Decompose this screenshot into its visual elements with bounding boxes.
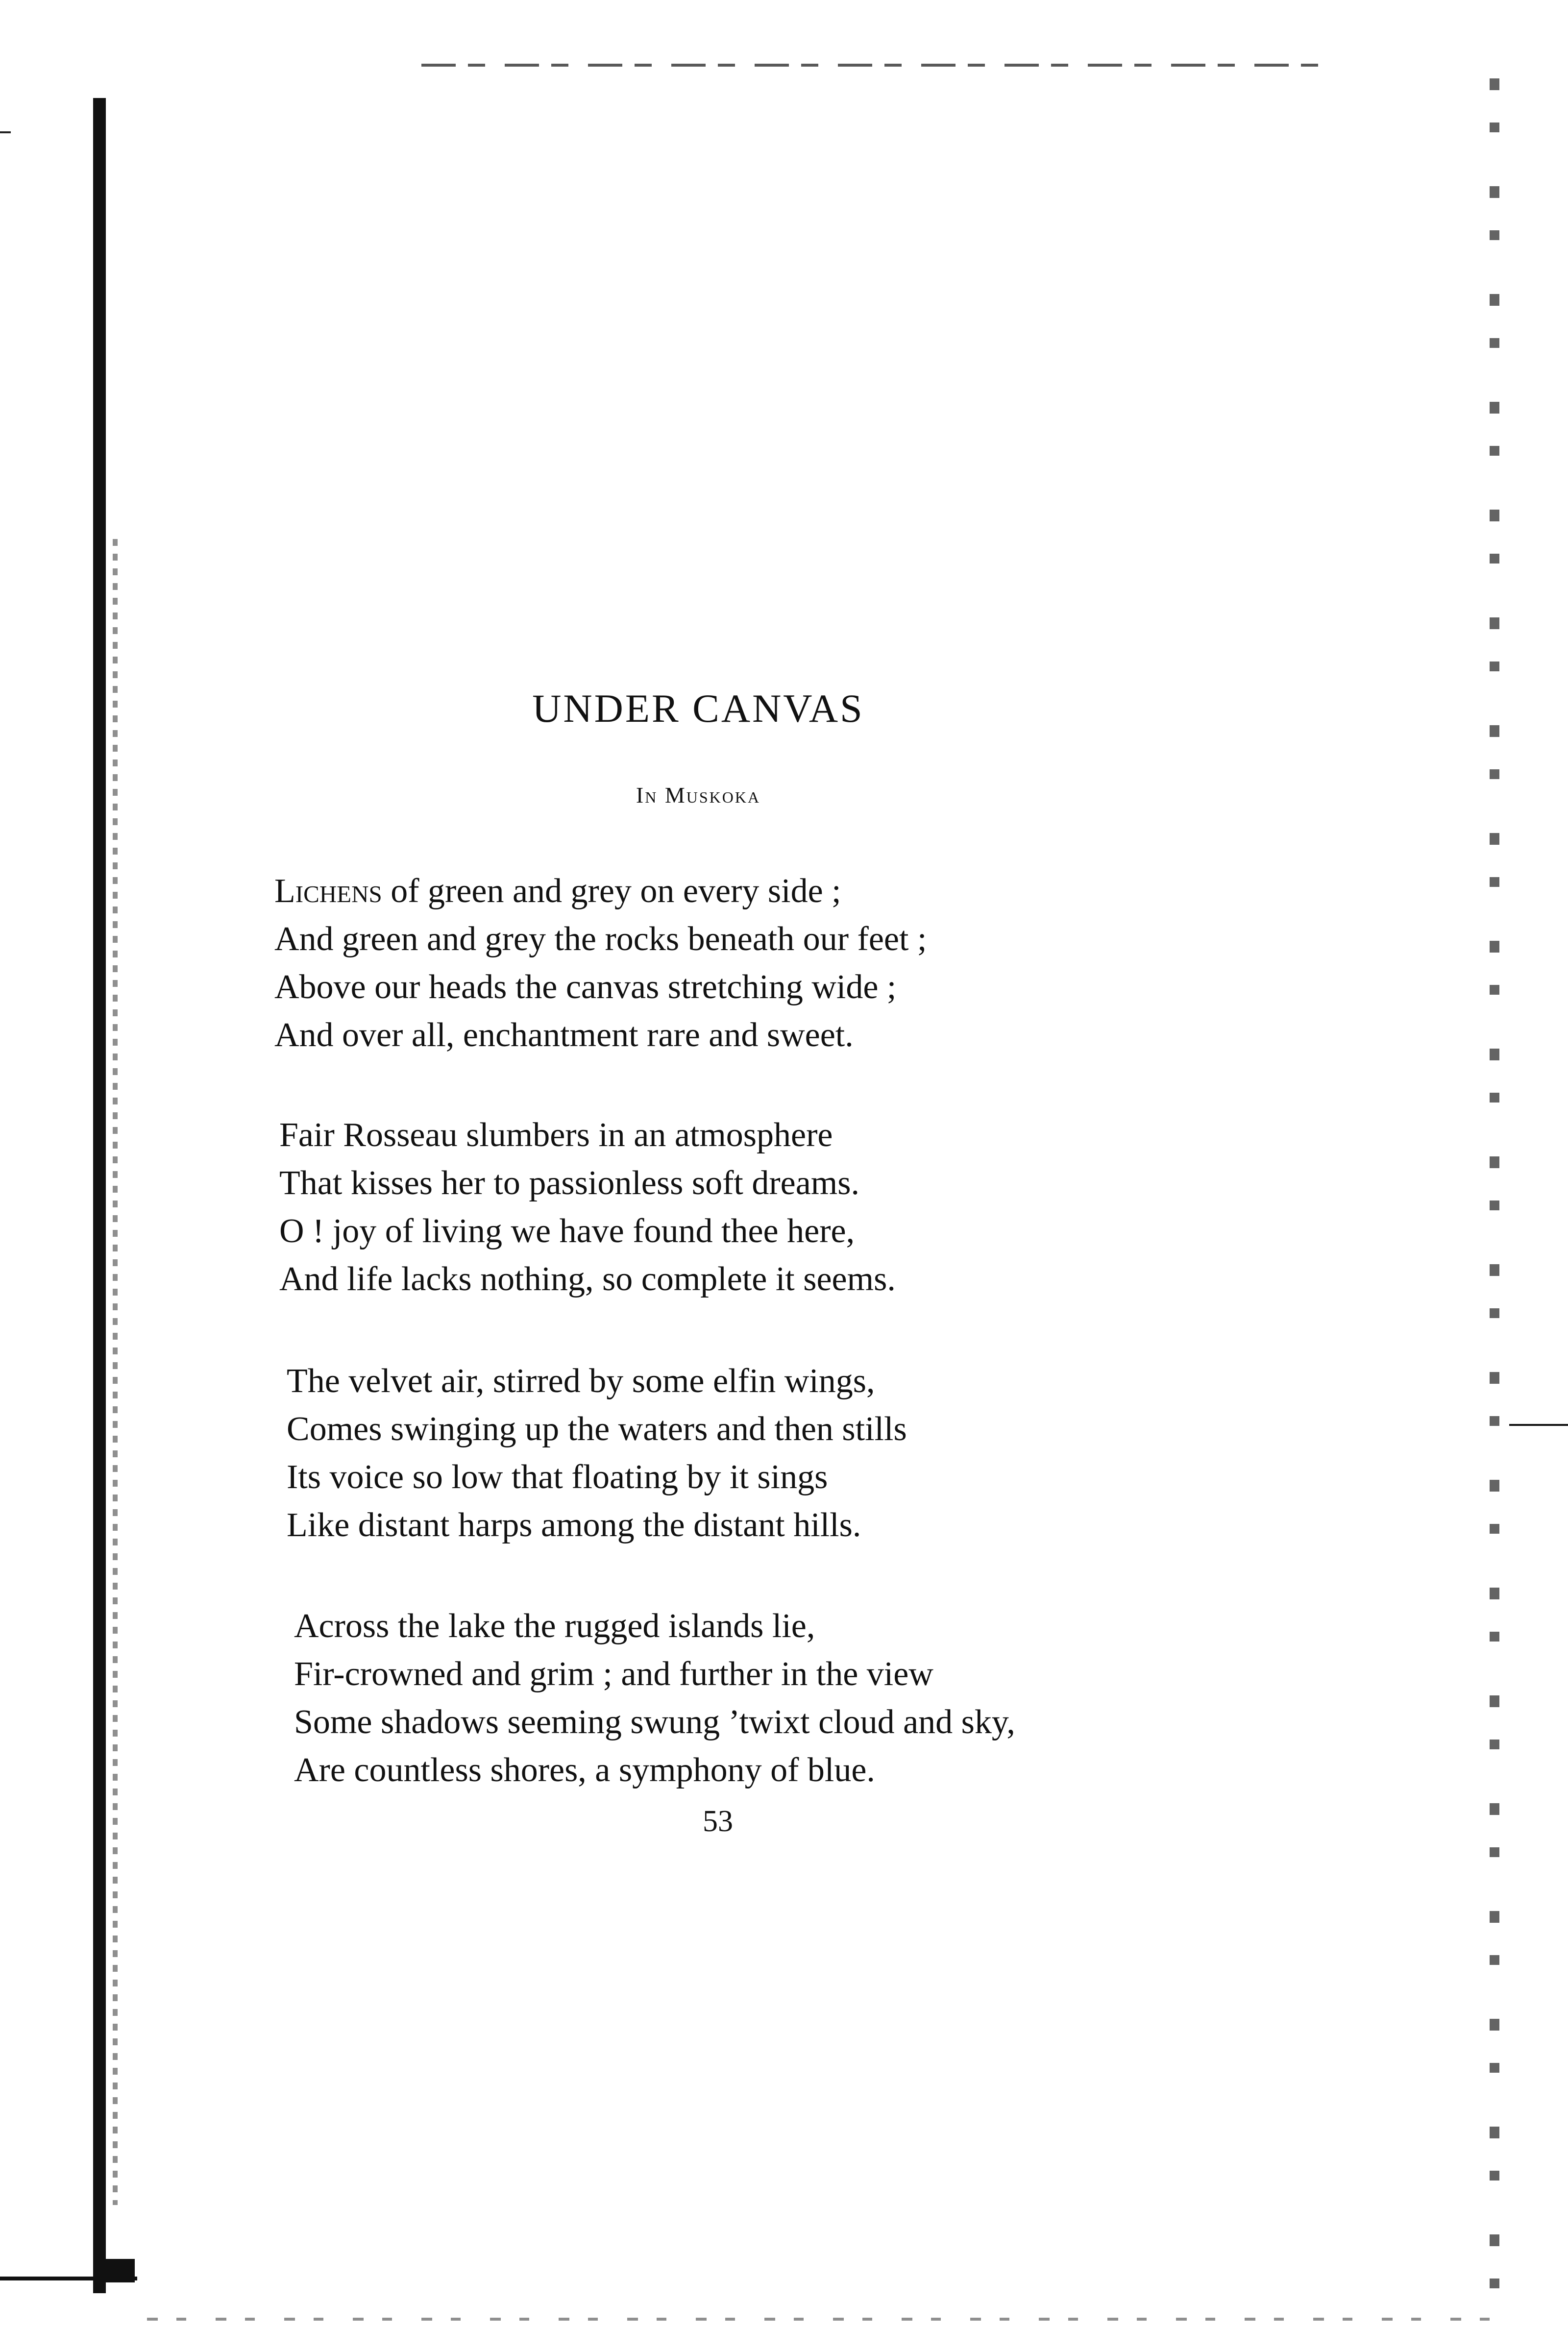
- poem-line: And green and grey the rocks beneath our feet ;: [274, 920, 927, 958]
- poem-line: O ! joy of living we have found thee here,: [279, 1212, 855, 1250]
- poem-line: [274, 867, 927, 915]
- top-scan-noise: [421, 64, 1333, 67]
- opening-word: Lichens: [274, 872, 382, 910]
- poem-line: Fir-crowned and grim ; and further in the view: [294, 1655, 933, 1693]
- left-binding-edge: [93, 98, 106, 2293]
- poem-line: And life lacks nothing, so complete it seems.: [279, 1260, 896, 1298]
- stanza-1: [274, 867, 927, 1059]
- poem-line: Some shadows seeming swung ’twixt cloud and sky,: [294, 1703, 1015, 1741]
- page-number: 53: [703, 1805, 733, 1838]
- stanza-3: [287, 1357, 907, 1549]
- poem-line: That kisses her to passionless soft dreams.: [279, 1164, 859, 1202]
- stanza-2: [279, 1111, 896, 1303]
- poem-line: Are countless shores, a symphony of blue.: [294, 1751, 875, 1789]
- right-edge-line: [1509, 1424, 1568, 1426]
- bottom-scan-noise: [147, 2318, 1499, 2321]
- poem-title: UNDER CANVAS: [532, 686, 864, 731]
- poem-line: Its voice so low that floating by it sings: [287, 1458, 828, 1496]
- poem-line: Like distant harps among the distant hills.: [287, 1506, 861, 1544]
- poem-line: Above our heads the canvas stretching wide ;: [274, 968, 897, 1006]
- bottom-corner-mark: [105, 2259, 135, 2282]
- poem-line: Across the lake the rugged islands lie,: [294, 1607, 815, 1645]
- poem-subtitle: In Muskoka: [636, 783, 761, 808]
- poem-line: Comes swinging up the waters and then stills: [287, 1410, 907, 1448]
- stanza-4: [294, 1602, 1015, 1794]
- poem-line: And over all, enchantment rare and sweet.: [274, 1016, 854, 1054]
- poem-line: The velvet air, stirred by some elfin wings,: [287, 1362, 875, 1400]
- left-margin-tick: [0, 131, 11, 133]
- poem-line: Fair Rosseau slumbers in an atmosphere: [279, 1116, 833, 1154]
- right-edge-noise: [1490, 78, 1499, 2313]
- poem-line-text: of green and grey on every side ;: [382, 872, 841, 910]
